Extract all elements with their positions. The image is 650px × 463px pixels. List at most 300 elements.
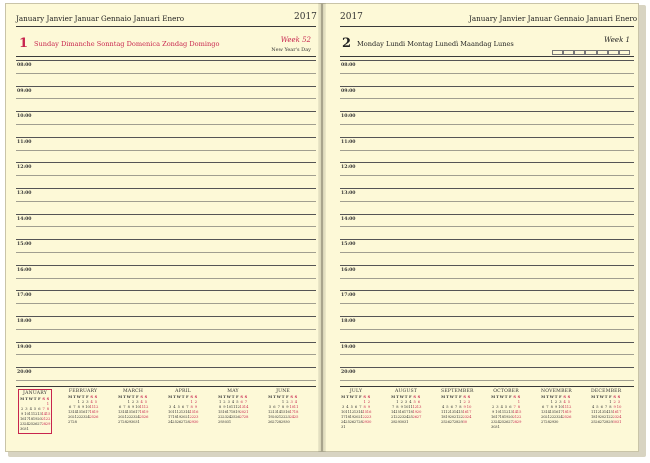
calendar-month-name: MAY xyxy=(227,389,239,394)
calendar-day: 4 xyxy=(29,407,32,411)
calendar-day: 26 xyxy=(235,415,240,419)
writing-line xyxy=(16,278,316,279)
calendar-day: 17 xyxy=(168,415,173,419)
weekday-initial: T xyxy=(173,395,176,399)
calendar-day: 7 xyxy=(454,405,458,409)
calendar-month-name: FEBRUARY xyxy=(68,389,98,394)
calendar-day: 15 xyxy=(280,410,286,414)
calendar-day: 11 xyxy=(441,410,446,414)
calendar-day: 29 xyxy=(395,420,400,424)
calendar-day: 10 xyxy=(168,410,173,414)
weekday-initial: T xyxy=(33,397,37,401)
calendar-day: 18 xyxy=(230,410,236,414)
weekday-initial: M xyxy=(118,395,123,399)
mini-calendar-july xyxy=(341,389,371,430)
calendar-day: 31 xyxy=(226,420,232,424)
calendar-day: 2 xyxy=(131,400,135,404)
calendar-day: 20 xyxy=(353,415,359,419)
calendar-day: 27 xyxy=(272,420,277,424)
calendar-day: 28 xyxy=(603,420,609,424)
calendar-day: 11 xyxy=(293,405,299,409)
calendar-day: 26 xyxy=(445,420,450,424)
weekday-initial: M xyxy=(491,395,496,399)
calendar-day: 4 xyxy=(346,405,349,409)
calendar-day: 23 xyxy=(20,422,25,426)
calendar-day: 7 xyxy=(392,405,395,409)
writing-line xyxy=(16,137,316,138)
calendar-day: 9 xyxy=(554,405,558,409)
calendar-day: 21 xyxy=(185,415,190,419)
calendar-month-name: MARCH xyxy=(123,389,144,394)
calendar-day: 18 xyxy=(441,415,446,419)
calendar-day: 9 xyxy=(21,412,24,416)
calendar-day: 19 xyxy=(235,410,240,414)
calendar-day: 9 xyxy=(613,405,616,409)
calendar-day: 22 xyxy=(126,415,132,419)
writing-line xyxy=(340,201,634,202)
calendar-month-name: SEPTEMBER xyxy=(441,389,474,394)
calendar-day: 8 xyxy=(517,405,521,409)
calendar-day: 31 xyxy=(135,420,140,424)
weekday-initial: T xyxy=(223,395,226,399)
calendar-day: 4 xyxy=(90,400,93,404)
calendar-day: 28 xyxy=(243,415,249,419)
calendar-day: 24 xyxy=(85,415,90,419)
weekday-initial: F xyxy=(509,395,512,399)
calendar-day: 20 xyxy=(37,417,42,421)
calendar-day: 7 xyxy=(42,407,45,411)
calendar-day: 22 xyxy=(280,415,286,419)
weekday-initial: T xyxy=(554,395,558,399)
calendar-day: 4 xyxy=(409,400,412,404)
calendar-day: 5 xyxy=(33,407,37,411)
calendar-day: 19 xyxy=(412,410,418,414)
writing-line xyxy=(16,342,316,343)
calendar-day: 27 xyxy=(449,420,455,424)
calendar-day: 25 xyxy=(28,422,34,426)
calendar-month-name: JUNE xyxy=(276,389,290,394)
calendar-day: 15 xyxy=(126,410,132,414)
calendar-day: 28 xyxy=(545,420,550,424)
calendar-day: 17 xyxy=(135,410,140,414)
calendar-day: 11 xyxy=(28,412,34,416)
calendar-day: 5 xyxy=(177,405,180,409)
year-label: 2017 xyxy=(340,12,363,22)
week-label: Week 1 xyxy=(604,36,630,44)
calendar-day: 17 xyxy=(466,410,472,414)
calendar-day: 18 xyxy=(28,417,34,421)
weekday-initial: S xyxy=(194,395,198,399)
weekday-initial: S xyxy=(42,397,45,401)
calendar-day: 19 xyxy=(32,417,38,421)
calendar-day: 6 xyxy=(181,405,185,409)
weekday-initial: T xyxy=(396,395,399,399)
weekday-initial: S xyxy=(140,395,143,399)
calendar-day: 15 xyxy=(395,410,400,414)
calendar-day: 20 xyxy=(68,415,73,419)
calendar-day: 14 xyxy=(391,410,396,414)
weekday-initial: F xyxy=(409,395,412,399)
calendar-day: 10 xyxy=(403,405,409,409)
calendar-day: 29 xyxy=(458,420,463,424)
weekday-initial: W xyxy=(549,395,554,399)
calendar-day: 7 xyxy=(123,405,126,409)
calendar-day: 12 xyxy=(412,405,418,409)
calendar-day: 7 xyxy=(546,405,549,409)
calendar-day: 3 xyxy=(136,400,139,404)
calendar-day: 23 xyxy=(80,415,86,419)
writing-line xyxy=(340,150,634,151)
calendar-day: 13 xyxy=(508,410,513,414)
calendar-day: 30 xyxy=(491,425,496,429)
calendar-day: 18 xyxy=(172,415,177,419)
calendar-day: 23 xyxy=(285,415,290,419)
writing-line xyxy=(16,188,316,189)
hour-label: 08:00 xyxy=(17,63,32,68)
weekday-initial: T xyxy=(354,395,358,399)
calendar-day: 12 xyxy=(32,412,38,416)
calendar-day: 3 xyxy=(169,405,172,409)
calendar-day: 31 xyxy=(403,420,409,424)
calendar-day: 22 xyxy=(395,415,400,419)
calendar-day: 23 xyxy=(462,415,468,419)
weekday-initial: W xyxy=(28,397,33,401)
mini-calendar-december xyxy=(591,389,621,425)
calendar-day: 24 xyxy=(289,415,295,419)
weekday-initial: S xyxy=(190,395,193,399)
writing-line xyxy=(340,73,634,74)
calendar-day: 14 xyxy=(603,410,609,414)
hour-label: 12:00 xyxy=(17,165,32,171)
calendar-day: 10 xyxy=(85,405,90,409)
calendar-day: 21 xyxy=(41,417,47,421)
calendar-month-name: APRIL xyxy=(175,389,191,394)
hour-label: 16:00 xyxy=(17,267,32,273)
calendar-day: 2 xyxy=(194,400,198,404)
hour-label: 09:00 xyxy=(17,88,32,94)
calendar-day: 16 xyxy=(612,410,618,414)
writing-line xyxy=(340,278,634,279)
calendar-day: 16 xyxy=(193,410,199,414)
calendar-day: 20 xyxy=(272,415,277,419)
calendar-day: 22 xyxy=(76,415,82,419)
calendar-day: 16 xyxy=(491,415,496,419)
calendar-day: 27 xyxy=(508,420,513,424)
weekday-initial: S xyxy=(613,395,616,399)
hour-label: 18:00 xyxy=(341,319,356,324)
calendar-day: 21 xyxy=(453,415,459,419)
calendar-day: 17 xyxy=(558,410,563,414)
calendar-day: 9 xyxy=(463,405,466,409)
calendar-day: 10 xyxy=(226,405,232,409)
writing-line xyxy=(16,201,316,202)
calendar-day: 27 xyxy=(416,415,422,419)
weekday-initial: S xyxy=(244,395,248,399)
calendar-day: 18 xyxy=(499,415,505,419)
weekday-initial: T xyxy=(604,395,608,399)
calendar-day: 20 xyxy=(416,410,422,414)
weekday-initial: F xyxy=(609,395,612,399)
hour-label: 17:00 xyxy=(341,293,356,299)
writing-line xyxy=(340,354,634,355)
hour-label: 16:00 xyxy=(341,267,356,273)
calendar-day: 5 xyxy=(350,405,353,409)
mini-calendar-november xyxy=(541,389,572,425)
calendar-day: 23 xyxy=(366,415,372,419)
calendar-day: 2 xyxy=(492,405,495,409)
weekday-initial: T xyxy=(454,395,458,399)
calendar-day: 23 xyxy=(193,415,199,419)
calendar-day: 31 xyxy=(341,425,346,429)
calendar-day: 17 xyxy=(403,410,409,414)
calendar-day: 13 xyxy=(239,405,245,409)
writing-line xyxy=(340,367,634,368)
calendar-day: 28 xyxy=(453,420,459,424)
calendar-day: 9 xyxy=(492,410,495,414)
calendar-day: 27 xyxy=(37,422,42,426)
calendar-day: 4 xyxy=(442,405,445,409)
weekday-initial: F xyxy=(559,395,562,399)
calendar-day: 11 xyxy=(499,410,505,414)
calendar-day: 3 xyxy=(86,400,89,404)
weekday-initial: T xyxy=(546,395,549,399)
calendar-day: 18 xyxy=(345,415,350,419)
calendar-day: 8 xyxy=(396,405,399,409)
calendar-day: 3 xyxy=(559,400,562,404)
calendar-day: 16 xyxy=(285,410,290,414)
calendar-day: 21 xyxy=(276,415,282,419)
writing-line xyxy=(16,239,316,240)
calendar-day: 15 xyxy=(458,410,463,414)
calendar-day: 27 xyxy=(541,420,546,424)
weekday-initial: F xyxy=(186,395,189,399)
calendar-day: 9 xyxy=(400,405,403,409)
weekday-initial: S xyxy=(144,395,148,399)
hour-label: 18:00 xyxy=(17,319,32,324)
hour-label: 14:00 xyxy=(341,216,356,222)
weekday-initial: S xyxy=(367,395,371,399)
mini-calendar-june xyxy=(268,389,298,425)
writing-line xyxy=(16,73,316,74)
weekday-initial: S xyxy=(46,397,50,401)
calendar-day: 30 xyxy=(222,420,227,424)
calendar-day: 5 xyxy=(236,400,239,404)
calendar-day: 12 xyxy=(176,410,182,414)
day-number: 2 xyxy=(342,36,352,51)
calendar-day: 26 xyxy=(566,415,572,419)
weekday-initial: W xyxy=(226,395,231,399)
calendar-day: 21 xyxy=(512,415,518,419)
calendar-day: 20 xyxy=(118,415,123,419)
hour-label: 19:00 xyxy=(341,344,356,350)
calendar-day: 17 xyxy=(24,417,29,421)
writing-line xyxy=(16,162,316,163)
calendar-day: 5 xyxy=(567,400,571,404)
calendar-month-name: AUGUST xyxy=(394,389,418,394)
calendar-day: 14 xyxy=(512,410,518,414)
calendar-month-name: NOVEMBER xyxy=(541,389,572,394)
calendar-day: 20 xyxy=(541,415,546,419)
calendar-day: 27 xyxy=(599,420,605,424)
calendar-day: 28 xyxy=(122,420,127,424)
writing-line xyxy=(16,60,316,61)
calendar-day: 6 xyxy=(273,405,276,409)
hour-label: 19:00 xyxy=(17,344,32,350)
hour-label: 15:00 xyxy=(17,242,32,248)
calendar-day: 19 xyxy=(268,415,273,419)
calendar-day: 26 xyxy=(268,420,273,424)
calendar-day: 4 xyxy=(592,405,595,409)
calendar-day: 6 xyxy=(240,400,243,404)
calendar-day: 24 xyxy=(403,415,409,419)
writing-line xyxy=(16,150,316,151)
calendar-day: 20 xyxy=(449,415,455,419)
calendar-day: 27 xyxy=(353,420,359,424)
calendar-day: 15 xyxy=(218,410,223,414)
calendar-day: 15 xyxy=(76,410,82,414)
calendar-day: 16 xyxy=(399,410,405,414)
calendar-day: 25 xyxy=(230,415,236,419)
calendar-day: 12 xyxy=(93,405,99,409)
calendar-day: 11 xyxy=(139,405,145,409)
calendar-day: 14 xyxy=(276,410,282,414)
writing-line xyxy=(340,290,634,291)
hour-label: 08:00 xyxy=(341,63,356,68)
hour-label: 10:00 xyxy=(17,114,32,120)
calendar-day: 27 xyxy=(180,420,186,424)
left-page xyxy=(5,3,322,452)
hour-label: 09:00 xyxy=(341,88,356,94)
calendar-day: 3 xyxy=(467,400,471,404)
calendar-day: 24 xyxy=(226,415,232,419)
weekday-initial: S xyxy=(294,395,298,399)
day-rule xyxy=(16,56,316,57)
calendar-day: 21 xyxy=(603,415,609,419)
calendar-day: 3 xyxy=(496,405,499,409)
weekday-initial: S xyxy=(94,395,98,399)
calendar-day: 30 xyxy=(20,427,25,431)
calendar-day: 4 xyxy=(563,400,566,404)
calendar-day: 6 xyxy=(119,405,122,409)
weekday-initial: M xyxy=(591,395,596,399)
calendar-day: 2 xyxy=(21,407,24,411)
holiday-note: New Year's Day xyxy=(271,47,311,53)
calendar-day: 16 xyxy=(20,417,25,421)
calendar-day: 2 xyxy=(367,400,371,404)
calendar-day: 4 xyxy=(231,400,235,404)
calendar-day: 15 xyxy=(189,410,195,414)
calendar-day: 9 xyxy=(286,405,289,409)
calendar-day: 25 xyxy=(172,420,177,424)
hour-label: 13:00 xyxy=(17,191,32,196)
calendar-day: 31 xyxy=(24,427,29,431)
writing-line xyxy=(340,124,634,125)
calendar-day: 13 xyxy=(272,410,277,414)
calendar-day: 12 xyxy=(503,410,509,414)
calendar-day: 29 xyxy=(362,420,368,424)
calendar-day: 4 xyxy=(173,405,176,409)
calendar-day: 17 xyxy=(495,415,500,419)
writing-line xyxy=(16,380,316,381)
writing-line xyxy=(340,265,634,266)
calendar-day: 7 xyxy=(73,405,76,409)
calendar-day: 22 xyxy=(45,417,51,421)
months-header: January Janvier Januar Gennaio Januari Enero xyxy=(469,14,638,23)
calendar-day: 3 xyxy=(342,405,345,409)
calendar-day: 11 xyxy=(89,405,95,409)
day-names: Monday Lundi Montag Lunedì Maandag Lunes xyxy=(357,40,514,48)
writing-line xyxy=(16,303,316,304)
months-header: January Janvier Januar Gennaio Januari Enero xyxy=(16,14,185,23)
calendar-day: 6 xyxy=(417,400,421,404)
writing-line xyxy=(16,226,316,227)
calendar-day: 8 xyxy=(609,405,612,409)
calendar-day: 1 xyxy=(550,400,553,404)
day-rule xyxy=(340,56,634,57)
calendar-day: 11 xyxy=(345,410,350,414)
calendar-day: 15 xyxy=(45,412,51,416)
calendar-day: 29 xyxy=(218,420,223,424)
calendar-day: 14 xyxy=(243,405,249,409)
calendar-day: 13 xyxy=(449,410,455,414)
calendar-day: 30 xyxy=(193,420,199,424)
calendar-day: 5 xyxy=(504,405,508,409)
writing-line xyxy=(340,188,634,189)
calendar-day: 14 xyxy=(122,410,127,414)
calendar-day: 19 xyxy=(566,410,572,414)
calendar-day: 21 xyxy=(243,410,249,414)
right-page xyxy=(322,3,639,452)
calendar-day: 13 xyxy=(180,410,186,414)
calendar-day: 3 xyxy=(404,400,408,404)
calendar-day: 29 xyxy=(608,420,613,424)
calendar-day: 5 xyxy=(144,400,148,404)
calendar-day: 16 xyxy=(80,410,86,414)
calendar-day: 2 xyxy=(463,400,466,404)
calendar-day: 22 xyxy=(608,415,613,419)
calendar-day: 6 xyxy=(509,405,512,409)
weekday-initial: F xyxy=(359,395,362,399)
calendar-day: 13 xyxy=(118,410,123,414)
weekday-initial: W xyxy=(176,395,181,399)
calendar-day: 23 xyxy=(553,415,559,419)
mini-calendar-august xyxy=(391,389,421,425)
weekday-initial: W xyxy=(599,395,604,399)
calendar-day: 30 xyxy=(285,420,290,424)
calendar-day: 13 xyxy=(599,410,605,414)
calendar-day: 24 xyxy=(135,415,140,419)
calendar-day: 12 xyxy=(445,410,450,414)
calendar-day: 19 xyxy=(503,415,509,419)
calendar-day: 24 xyxy=(168,420,173,424)
calendar-day: 6 xyxy=(600,405,603,409)
calendar-day: 27 xyxy=(239,415,245,419)
calendar-day: 16 xyxy=(130,410,136,414)
calendar-month-name: JULY xyxy=(349,389,363,394)
calendar-day: 25 xyxy=(293,415,299,419)
calendar-day: 7 xyxy=(186,405,189,409)
calendar-day: 1 xyxy=(517,400,521,404)
weekday-initial: T xyxy=(346,395,349,399)
calendar-day: 23 xyxy=(130,415,136,419)
weekday-initial: W xyxy=(349,395,354,399)
writing-line xyxy=(340,226,634,227)
calendar-day: 1 xyxy=(219,400,222,404)
mini-calendar-may xyxy=(218,389,248,425)
weekday-initial: S xyxy=(240,395,243,399)
calendar-day: 31 xyxy=(495,425,500,429)
calendar-day: 6 xyxy=(542,405,545,409)
